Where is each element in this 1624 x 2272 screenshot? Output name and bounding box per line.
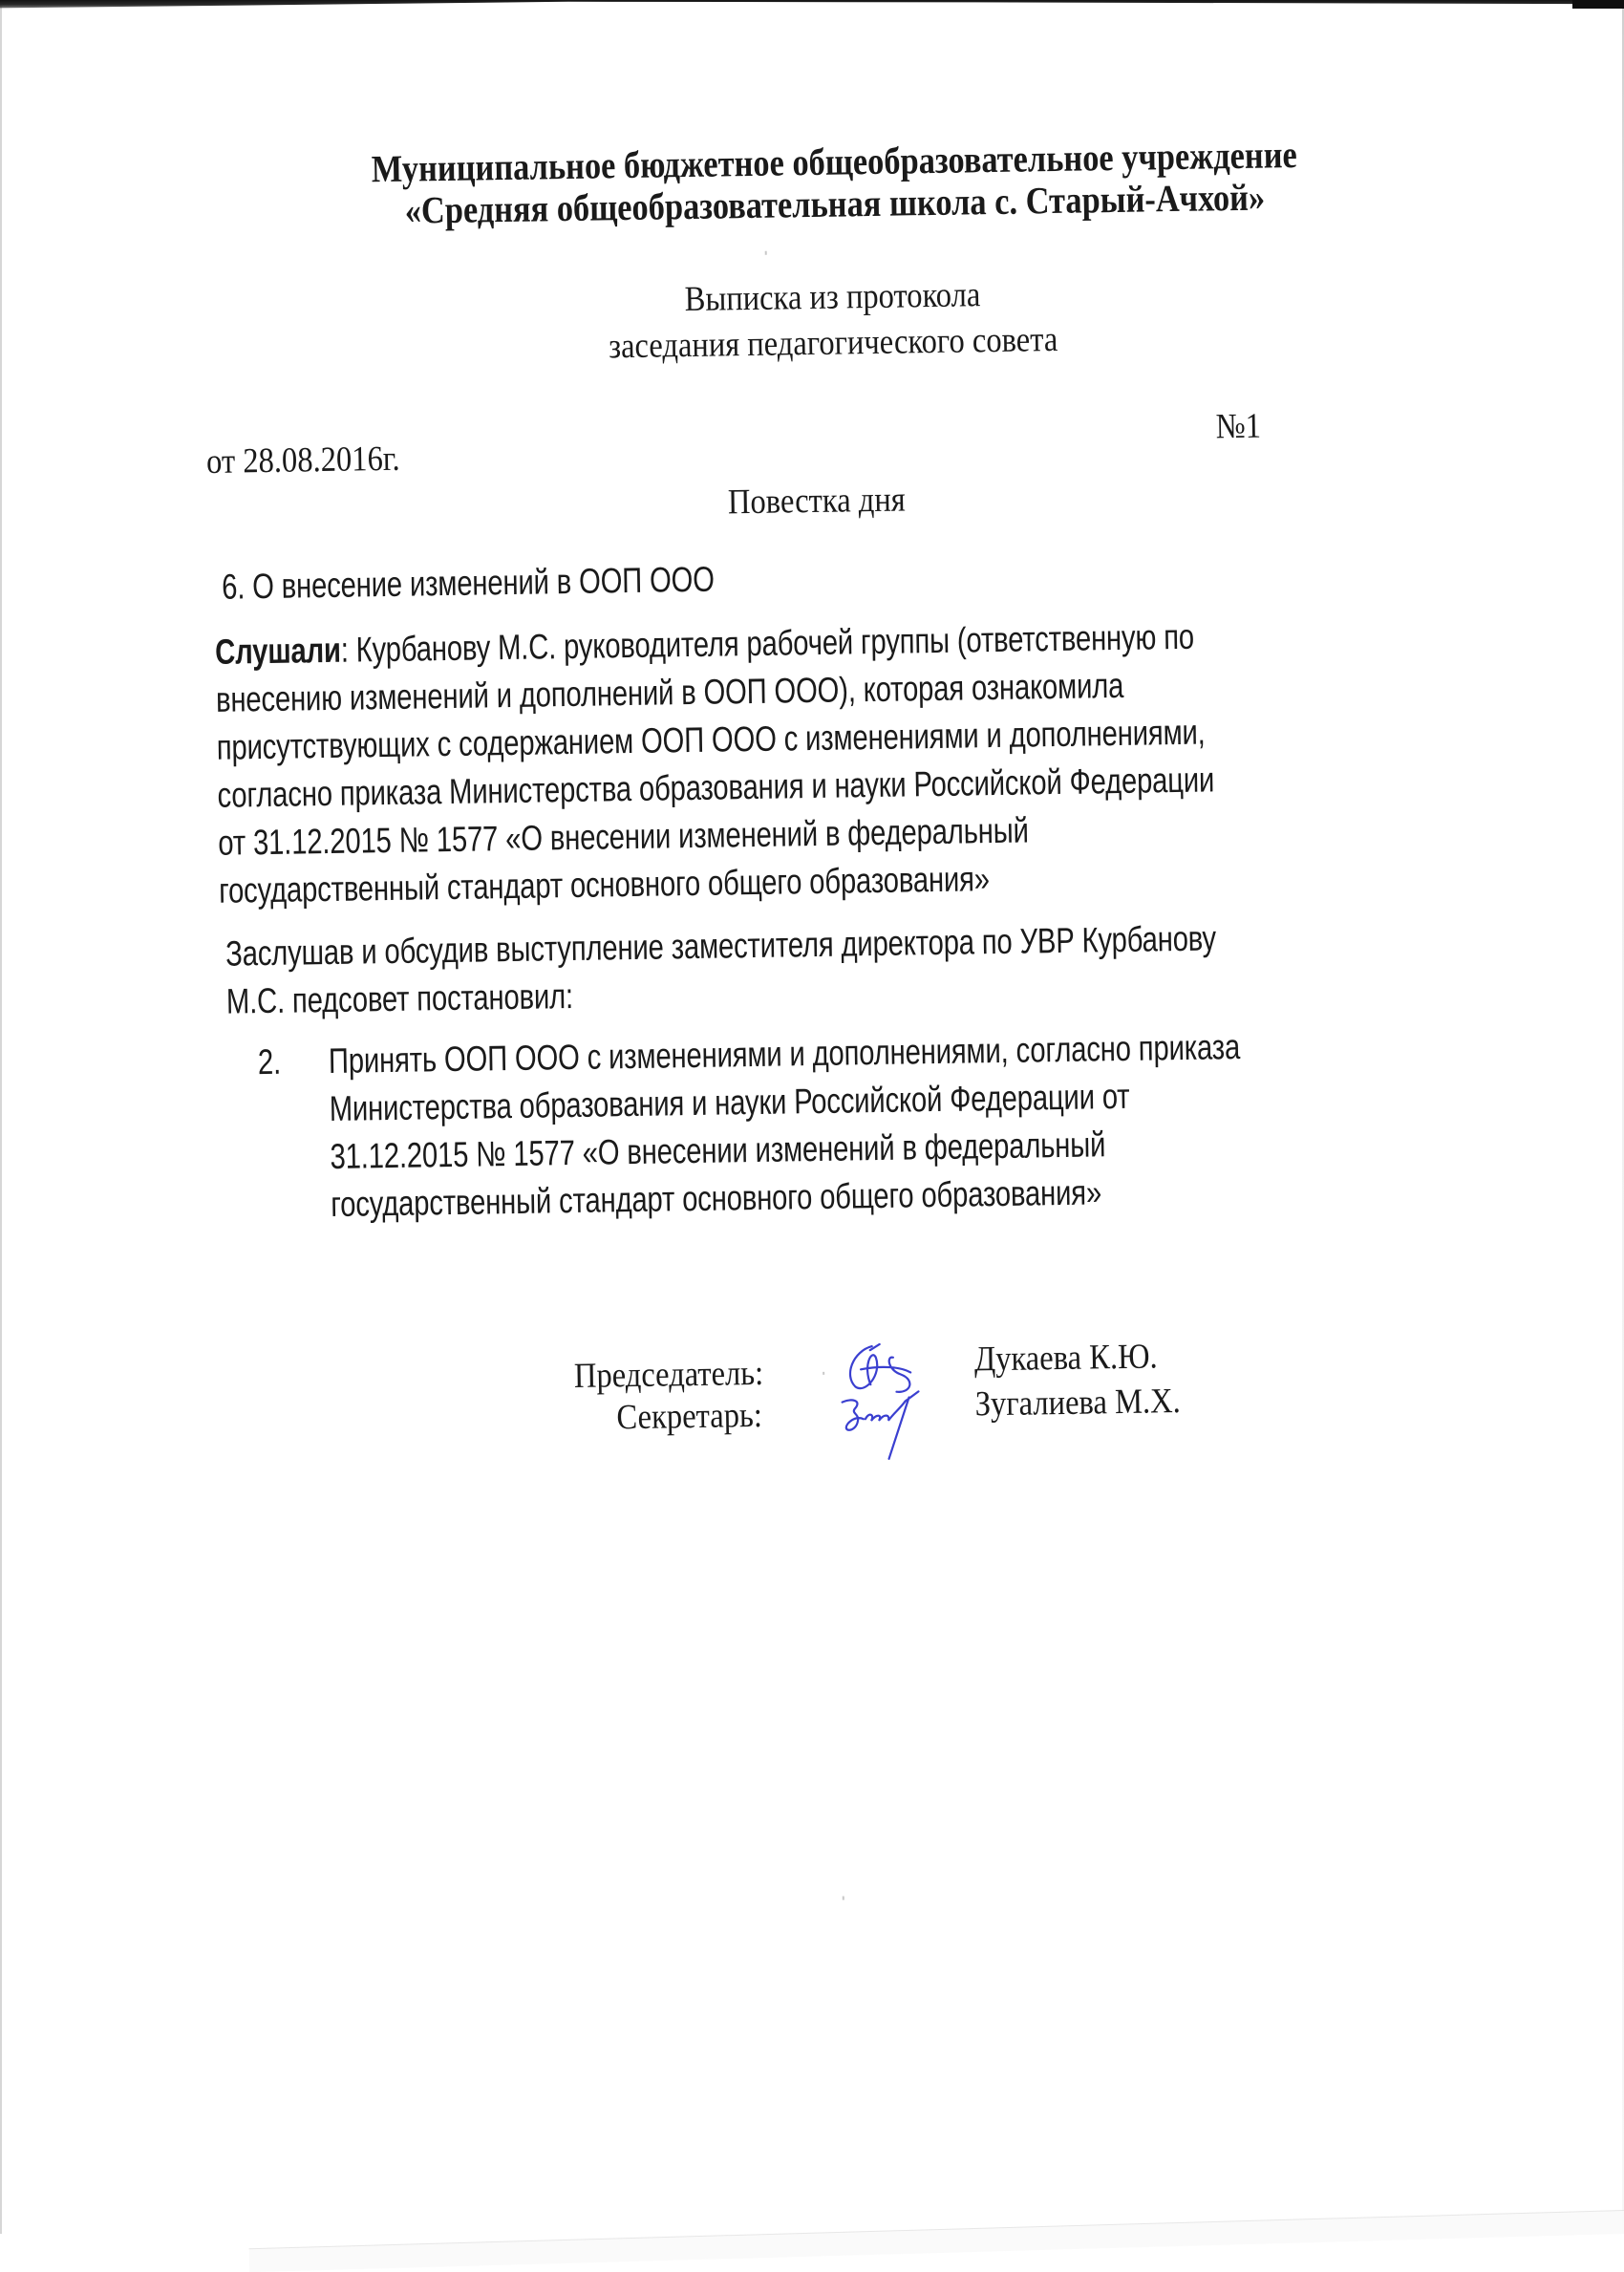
heard-line: от 31.12.2015 № 1577 «О внесении изменений в федеральный	[218, 810, 1030, 863]
organization-name-line1: Муниципальное бюджетное общеобразовательное учреждение	[371, 132, 1298, 191]
heard-line: Слушали: Курбанову М.С. руководителя рабочей группы (ответственную по	[214, 616, 1195, 672]
resolution-line: государственный стандарт основного общего образования»	[330, 1172, 1102, 1224]
organization-name-line2: «Средняя общеобразовательная школа с. Старый-Ачхой»	[404, 175, 1266, 232]
resolution-line: 31.12.2015 № 1577 «О внесении изменений в федеральный	[330, 1125, 1106, 1176]
protocol-date: от 28.08.2016г.	[205, 439, 400, 482]
secretary-signature	[830, 1389, 936, 1468]
chairman-name: Дукаева К.Ю.	[973, 1337, 1158, 1380]
scan-speck	[823, 1372, 824, 1375]
resolution-line: Принять ООП ООО с изменениями и дополнениями, согласно приказа	[328, 1027, 1241, 1082]
protocol-number: №1	[1215, 406, 1262, 447]
heard-line: государственный стандарт основного общего образования»	[218, 859, 991, 911]
discussion-line: Заслушав и обсудив выступление заместителя директора по УВР Курбанову	[224, 918, 1217, 974]
secretary-name: Зугалиева М.Х.	[974, 1382, 1182, 1425]
chairman-label: Председатель:	[573, 1353, 764, 1397]
scan-speck	[843, 1897, 844, 1900]
document-title-line2: заседания педагогического совета	[608, 319, 1058, 367]
heard-line: присутствующих с содержанием ООП ООО с изменениями и дополнениями,	[216, 712, 1206, 767]
agenda-item: 6. О внесение изменений в ООП ООО	[221, 559, 716, 607]
resolution-number: 2.	[257, 1041, 282, 1082]
scan-speck	[765, 251, 767, 255]
heard-label: Слушали	[214, 630, 342, 672]
heard-line: внесению изменений и дополнений в ООП ООО), которая ознакомила	[215, 665, 1124, 719]
secretary-label: Секретарь:	[616, 1395, 763, 1438]
document-title-line1: Выписка из протокола	[684, 275, 981, 320]
agenda-title: Повестка дня	[727, 480, 907, 523]
discussion-line: М.С. педсовет постановил:	[225, 975, 574, 1021]
heard-line: согласно приказа Министерства образования и науки Российской Федерации	[217, 760, 1215, 815]
resolution-line: Министерства образования и науки Российской Федерации от	[329, 1076, 1130, 1129]
